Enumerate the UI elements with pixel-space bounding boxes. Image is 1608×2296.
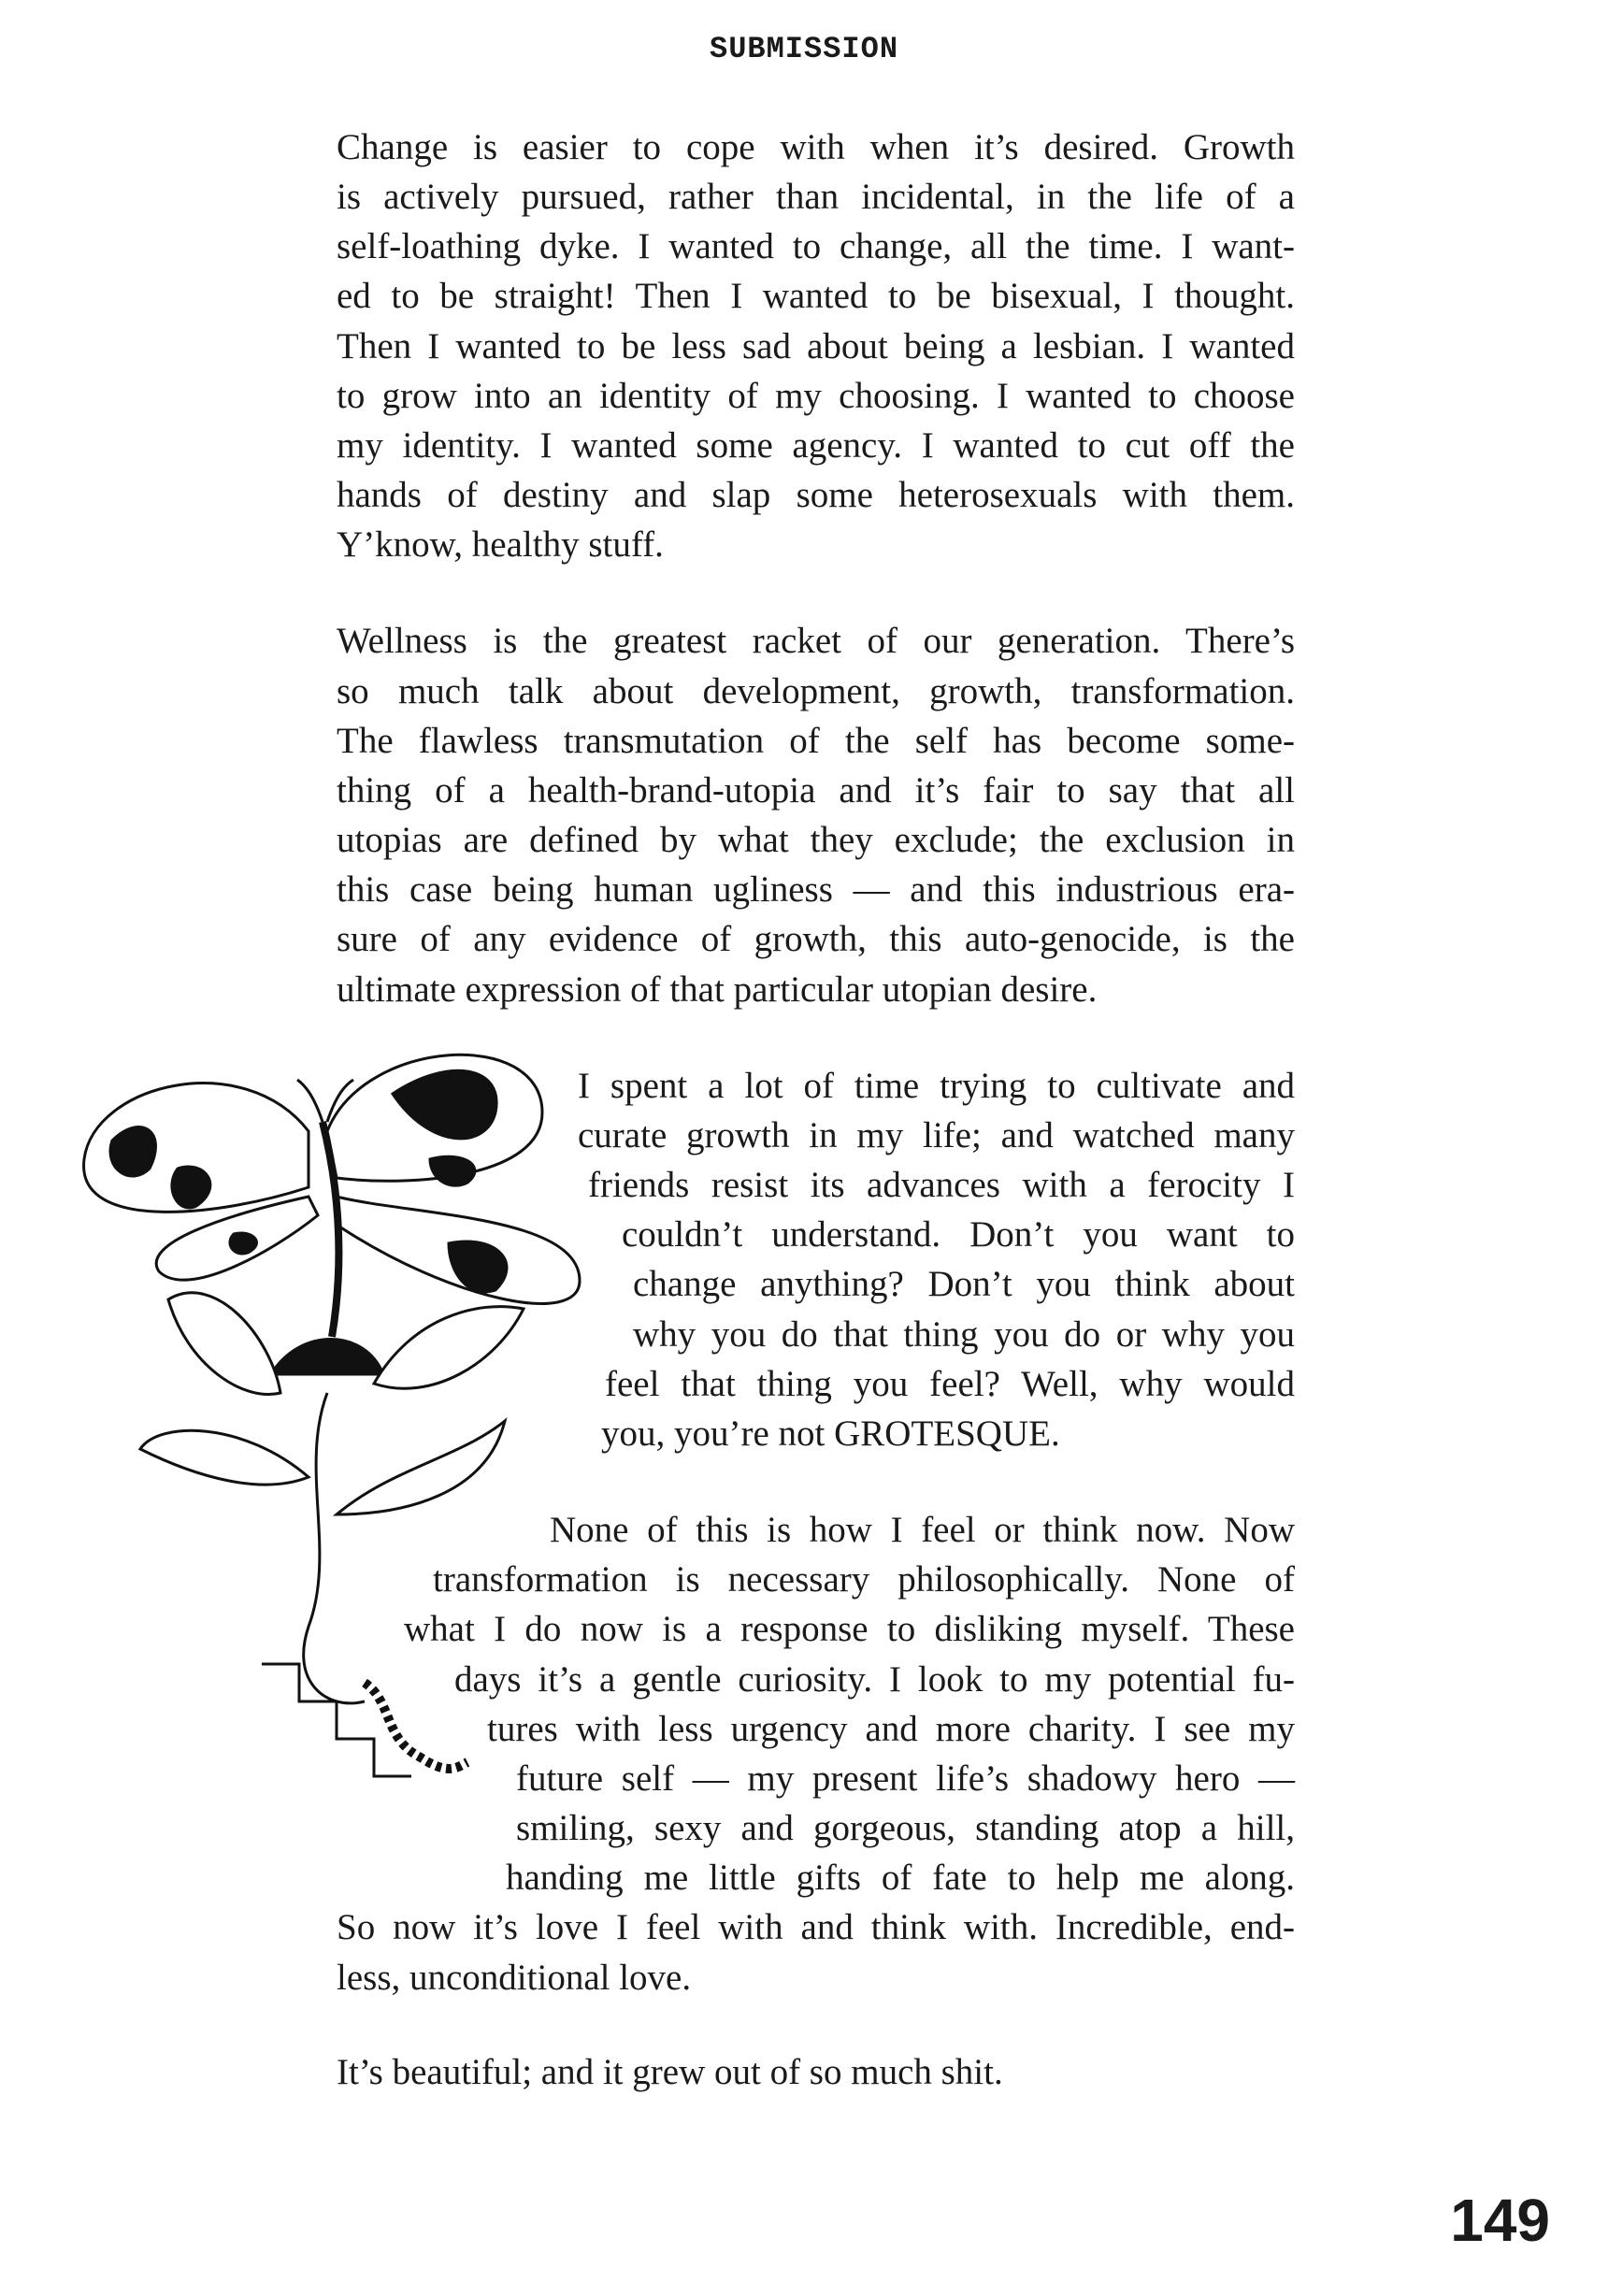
text-line: thing of a health-brand-utopia and it’s fair to say that all xyxy=(337,770,1295,811)
text-line: Wellness is the greatest racket of our generation. There’s xyxy=(337,621,1295,661)
text-line: Y’know, healthy stuff. xyxy=(337,524,664,565)
text-line: ultimate expression of that particular utopian desire. xyxy=(337,969,1098,1010)
text-line: tures with less urgency and more charity. I see my xyxy=(487,1709,1295,1749)
text-line: curate growth in my life; and watched many xyxy=(578,1115,1295,1155)
text-line: hands of destiny and slap some heterosexuals with them. xyxy=(337,475,1295,515)
text-line: sure of any evidence of growth, this auto-genocide, is the xyxy=(337,919,1295,959)
text-line: Change is easier to cope with when it’s desired. Growth xyxy=(337,127,1295,167)
text-line: ed to be straight! Then I wanted to be bisexual, I thought. xyxy=(337,276,1295,316)
text-line: It’s beautiful; and it grew out of so much shit. xyxy=(337,2052,1003,2092)
butterfly-flower-illustration xyxy=(56,1028,617,1823)
text-line: So now it’s love I feel with and think with. Incredible, end- xyxy=(337,1907,1295,1947)
text-line: future self — my present life’s shadowy hero — xyxy=(516,1758,1295,1799)
text-line: you, you’re not GROTESQUE. xyxy=(601,1413,1060,1454)
text-line: couldn’t understand. Don’t you want to xyxy=(622,1214,1295,1255)
text-line: I spent a lot of time trying to cultivate and xyxy=(578,1066,1295,1106)
page-number: 149 xyxy=(1450,2187,1550,2254)
text-line: is actively pursued, rather than incidental, in the life of a xyxy=(337,177,1295,217)
text-line: less, unconditional love. xyxy=(337,1958,692,1998)
text-line: self-loathing dyke. I wanted to change, all the time. I want- xyxy=(337,226,1295,266)
text-line: my identity. I wanted some agency. I wanted to cut off the xyxy=(337,425,1295,466)
text-line: this case being human ugliness — and this industrious era- xyxy=(337,869,1295,910)
text-line: handing me little gifts of fate to help me along. xyxy=(506,1858,1295,1898)
text-line: transformation is necessary philosophically. None of xyxy=(433,1559,1295,1600)
text-line: friends resist its advances with a ferocity I xyxy=(588,1165,1295,1205)
text-line: The flawless transmutation of the self has become some- xyxy=(337,721,1295,761)
text-line: utopias are defined by what they exclude; the exclusion in xyxy=(337,820,1295,860)
text-line: None of this is how I feel or think now. Now xyxy=(550,1510,1295,1550)
running-header: SUBMISSION xyxy=(709,32,899,66)
text-line: feel that thing you feel? Well, why would xyxy=(605,1364,1295,1404)
text-line: days it’s a gentle curiosity. I look to my potential fu- xyxy=(454,1659,1295,1700)
text-line: why you do that thing you do or why you xyxy=(633,1314,1295,1355)
text-line: Then I wanted to be less sad about being a lesbian. I wanted xyxy=(337,326,1295,366)
text-line: what I do now is a response to disliking myself. These xyxy=(404,1609,1295,1649)
text-line: change anything? Don’t you think about xyxy=(633,1264,1295,1304)
text-line: smiling, sexy and gorgeous, standing atop a hill, xyxy=(516,1808,1295,1848)
text-line: to grow into an identity of my choosing. I wanted to choose xyxy=(337,376,1295,416)
text-line: so much talk about development, growth, transformation. xyxy=(337,671,1295,711)
